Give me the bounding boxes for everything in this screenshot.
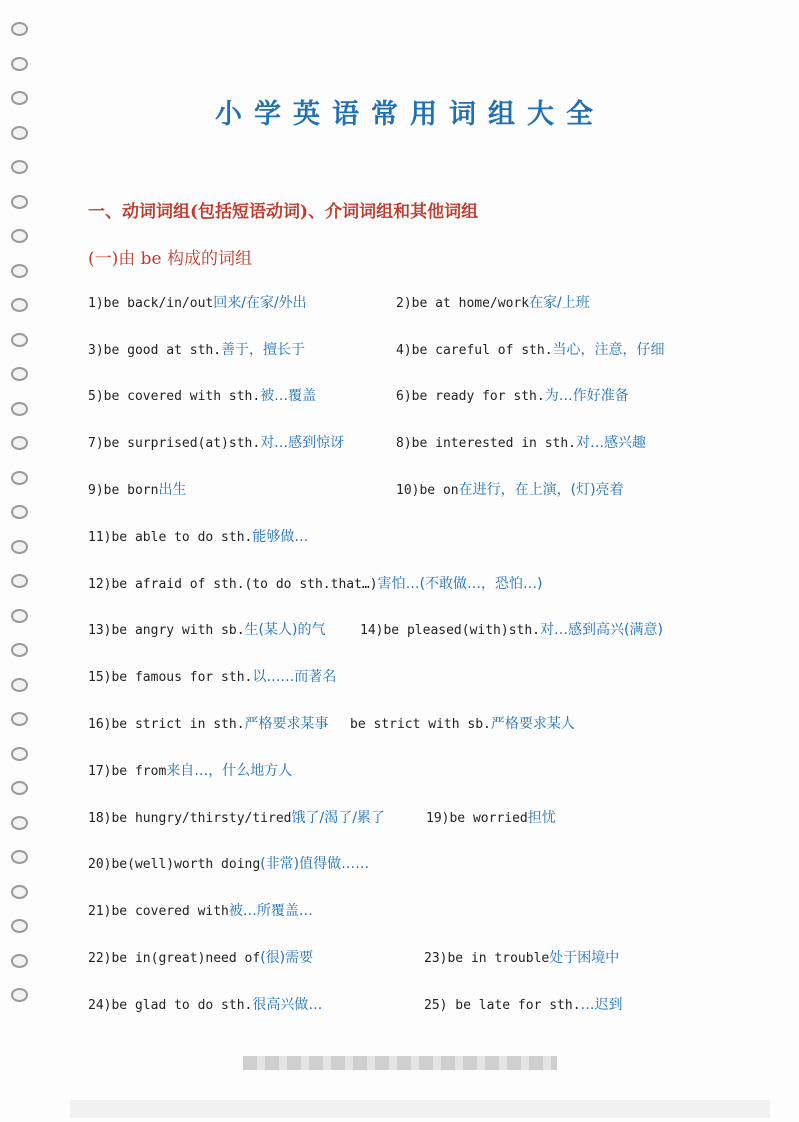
section-heading: 一、动词词组(包括短语动词)、介词词组和其他词组 <box>88 202 479 222</box>
phrase-chinese: 很高兴做… <box>252 997 323 1013</box>
phrase-entry <box>88 433 344 454</box>
phrase-entry <box>396 480 624 501</box>
phrase-chinese: 回来/在家/外出 <box>213 295 307 311</box>
phrase-entry <box>426 808 556 829</box>
phrase-english: 17)be from <box>88 764 167 779</box>
phrase-entry <box>396 340 665 361</box>
phrase-chinese: 善于，擅长于 <box>221 342 306 358</box>
phrase-entry <box>396 386 629 407</box>
phrase-entry <box>88 480 186 501</box>
phrase-entry <box>88 574 543 595</box>
phrase-english: 7)be surprised(at)sth. <box>88 436 261 451</box>
binding-ring <box>11 574 28 588</box>
binding-ring <box>11 954 28 968</box>
phrase-entry <box>88 667 336 688</box>
phrase-entry <box>88 901 313 922</box>
phrase-english: 14)be pleased(with)sth. <box>360 623 541 638</box>
binding-ring <box>11 367 28 381</box>
page-bottom-edge <box>70 1100 770 1118</box>
phrase-english: 1)be back/in/out <box>88 296 214 311</box>
binding-ring <box>11 229 28 243</box>
phrase-entry <box>424 948 619 969</box>
page-title: 小学英语常用词组大全 <box>215 99 605 130</box>
phrase-chinese: 严格要求某事 <box>244 716 329 732</box>
phrase-chinese: 生(某人)的气 <box>244 622 326 638</box>
binding-ring <box>11 885 28 899</box>
binding-ring <box>11 195 28 209</box>
phrase-chinese: (非常)值得做…… <box>260 856 370 872</box>
phrase-entry <box>88 948 313 969</box>
phrase-english: 12)be afraid of sth.(to do sth.that…) <box>88 577 378 592</box>
phrase-chinese: 能够做… <box>252 529 309 545</box>
phrase-chinese: 在进行，在上演，(灯)亮着 <box>458 482 624 498</box>
phrase-entry <box>350 714 575 735</box>
binding-ring <box>11 781 28 795</box>
phrase-chinese: 被…覆盖 <box>260 388 317 404</box>
phrase-chinese: 来自…，什么地方人 <box>166 763 293 779</box>
phrase-english: 2)be at home/work <box>396 296 530 311</box>
binding-ring <box>11 816 28 830</box>
binding-ring <box>11 505 28 519</box>
binding-ring <box>11 264 28 278</box>
phrase-chinese: 以……而著名 <box>252 669 337 685</box>
binding-ring <box>11 57 28 71</box>
phrase-entry <box>88 386 316 407</box>
phrase-entry <box>88 620 325 641</box>
binding-ring <box>11 402 28 416</box>
binding-ring <box>11 850 28 864</box>
phrase-english: 18)be hungry/thirsty/tired <box>88 811 292 826</box>
phrase-chinese: 为…作好准备 <box>544 388 629 404</box>
phrase-chinese: …迟到 <box>580 997 623 1013</box>
phrase-chinese: 出生 <box>158 482 187 498</box>
binding-ring <box>11 298 28 312</box>
phrase-entry <box>396 433 646 454</box>
phrase-english: 8)be interested in sth. <box>396 436 577 451</box>
blurred-footer <box>243 1056 557 1070</box>
phrase-chinese: 对…感到惊讶 <box>260 435 345 451</box>
binding-ring <box>11 333 28 347</box>
phrase-chinese: 处于困境中 <box>549 950 620 966</box>
phrase-entry <box>424 995 623 1016</box>
phrase-english: 21)be covered with <box>88 904 229 919</box>
binding-ring <box>11 609 28 623</box>
binding-ring <box>11 643 28 657</box>
phrase-english: 13)be angry with sb. <box>88 623 245 638</box>
phrase-chinese: 害怕…(不敢做…，恐怕…) <box>377 576 543 592</box>
phrase-english: be strict with sb. <box>350 717 491 732</box>
spiral-binding <box>9 22 35 1022</box>
binding-ring <box>11 471 28 485</box>
phrase-entry <box>88 714 329 735</box>
phrase-entry <box>396 293 590 314</box>
phrase-chinese: 严格要求某人 <box>490 716 575 732</box>
phrase-chinese: 在家/上班 <box>529 295 590 311</box>
phrase-english: 6)be ready for sth. <box>396 389 545 404</box>
subsection-heading: (一)由 be 构成的词组 <box>88 249 253 269</box>
binding-ring <box>11 988 28 1002</box>
phrase-english: 22)be in(great)need of <box>88 951 261 966</box>
phrase-chinese: 当心，注意，仔细 <box>552 342 665 358</box>
phrase-english: 20)be(well)worth doing <box>88 857 261 872</box>
phrase-entry <box>360 620 663 641</box>
phrase-english: 25) be late for sth. <box>424 998 581 1013</box>
phrase-english: 3)be good at sth. <box>88 343 222 358</box>
binding-ring <box>11 919 28 933</box>
phrase-english: 24)be glad to do sth. <box>88 998 253 1013</box>
phrase-entry <box>88 761 292 782</box>
phrase-chinese: 对…感到高兴(满意) <box>540 622 663 638</box>
phrase-english: 9)be born <box>88 483 159 498</box>
phrase-entry <box>88 527 308 548</box>
phrase-chinese: 被…所覆盖… <box>228 903 313 919</box>
binding-ring <box>11 678 28 692</box>
phrase-chinese: (很)需要 <box>260 950 314 966</box>
phrase-english: 11)be able to do sth. <box>88 530 253 545</box>
phrase-english: 16)be strict in sth. <box>88 717 245 732</box>
phrase-english: 10)be on <box>396 483 459 498</box>
binding-ring <box>11 540 28 554</box>
binding-ring <box>11 747 28 761</box>
phrase-english: 15)be famous for sth. <box>88 670 253 685</box>
phrase-chinese: 对…感兴趣 <box>576 435 647 451</box>
binding-ring <box>11 712 28 726</box>
phrase-chinese: 饿了/渴了/累了 <box>291 810 385 826</box>
phrase-english: 5)be covered with sth. <box>88 389 261 404</box>
phrase-entry <box>88 995 322 1016</box>
phrase-english: 19)be worried <box>426 811 528 826</box>
phrase-english: 4)be careful of sth. <box>396 343 553 358</box>
phrase-english: 23)be in trouble <box>424 951 550 966</box>
binding-ring <box>11 160 28 174</box>
phrase-entry <box>88 854 369 875</box>
binding-ring <box>11 22 28 36</box>
phrase-chinese: 担忧 <box>527 810 556 826</box>
phrase-entry <box>88 340 305 361</box>
phrase-entry <box>88 808 385 829</box>
binding-ring <box>11 436 28 450</box>
phrase-entry <box>88 293 307 314</box>
